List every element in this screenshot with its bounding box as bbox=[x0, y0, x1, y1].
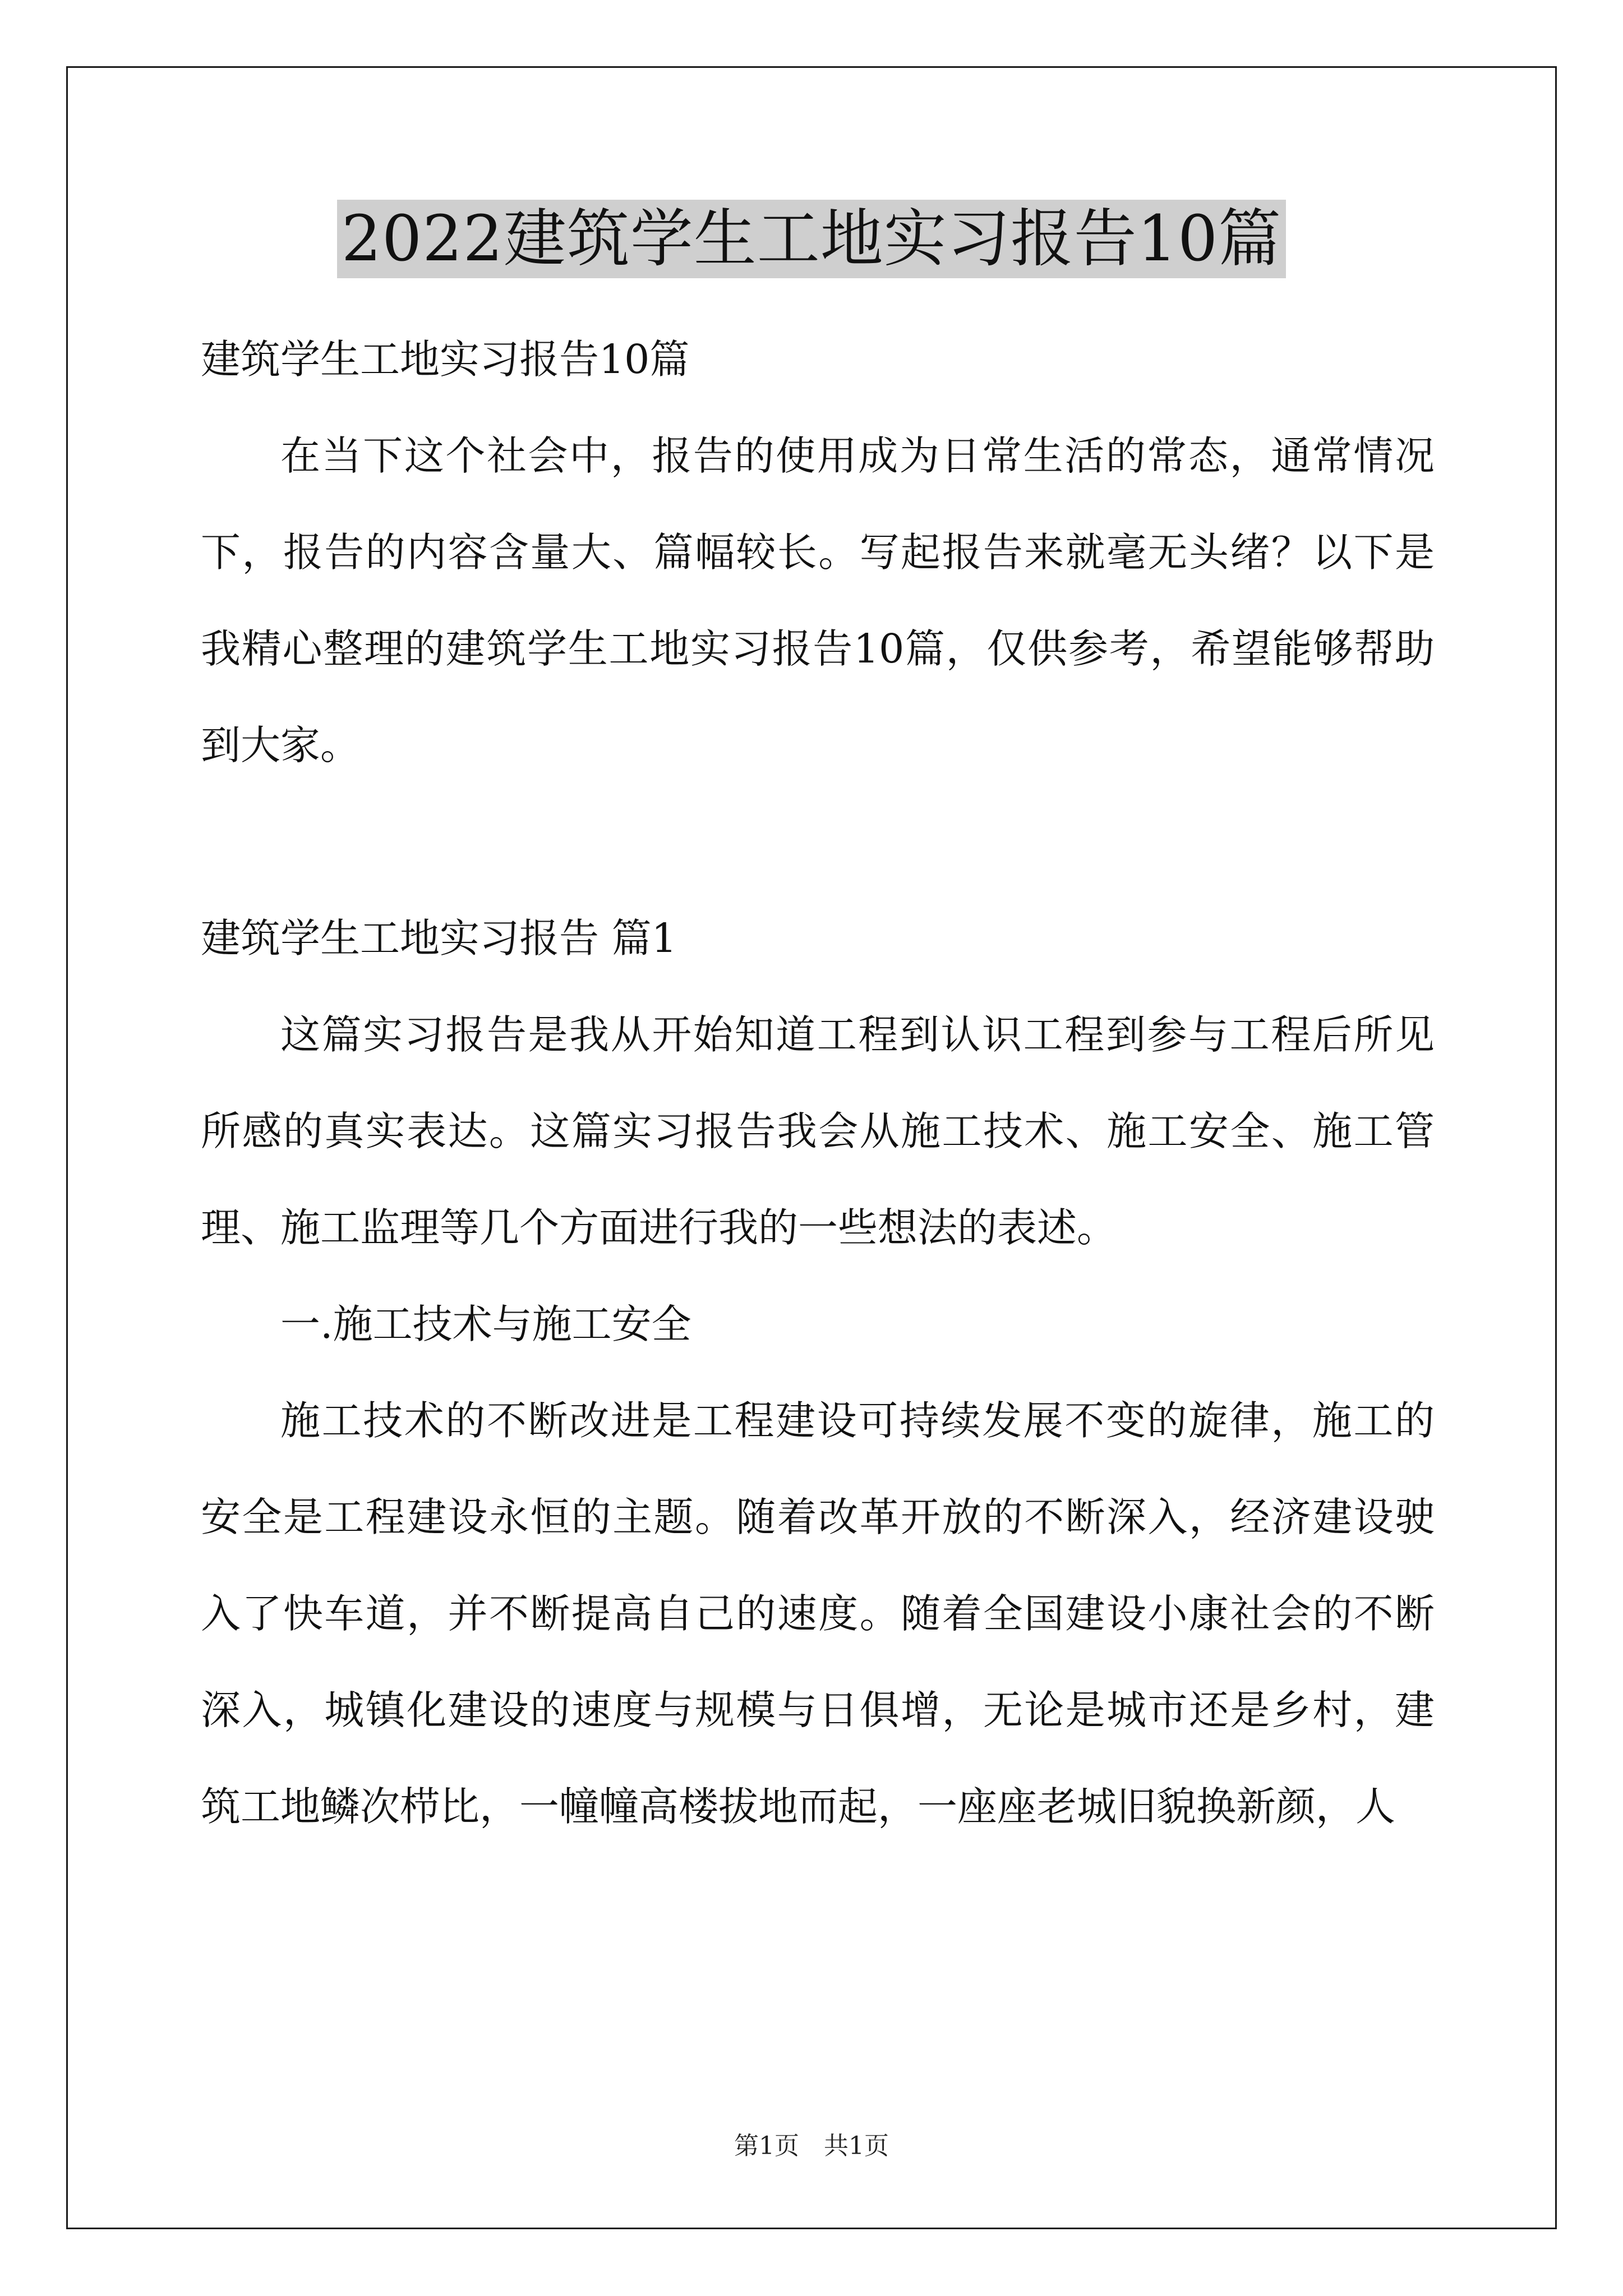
document-body bbox=[201, 311, 1435, 1855]
title-wrap bbox=[0, 200, 1623, 278]
subsection-heading: 一.施工技术与施工安全 bbox=[280, 1301, 691, 1347]
section-heading: 建筑学生工地实习报告 篇1 bbox=[201, 915, 677, 961]
body-paragraph: 这篇实习报告是我从开始知道工程到认识工程到参与工程后所见所感的真实表达。这篇实习报告我会从施工技术、施工安全、施工管理、施工监理等几个方面进行我的一些想法的表述。 bbox=[201, 1011, 1435, 1251]
page-total: 共1页 bbox=[824, 2132, 889, 2160]
subtitle-paragraph: 建筑学生工地实习报告10篇 bbox=[201, 336, 690, 383]
body-paragraph: 施工技术的不断改进是工程建设可持续发展不变的旋律，施工的安全是工程建设永恒的主题。随着改革开放的不断深入，经济建设驶入了快车道，并不断提高自己的速度。随着全国建设小康社会的不断深入，城镇化建设的速度与规模与日俱增，无论是城市还是乡村，建筑工地鳞次栉比，一幢幢高楼拔地而起，一座座老城旧貌换新颜，人 bbox=[201, 1397, 1435, 1830]
page-footer bbox=[0, 2129, 1623, 2163]
page-number: 第1页 bbox=[734, 2132, 799, 2160]
intro-paragraph: 在当下这个社会中，报告的使用成为日常生活的常态，通常情况下，报告的内容含量大、篇幅较长。写起报告来就毫无头绪？以下是我精心整理的建筑学生工地实习报告10篇，仅供参考，希望能够帮助到大家。 bbox=[201, 432, 1435, 769]
document-title: 2022建筑学生工地实习报告10篇 bbox=[337, 200, 1287, 278]
